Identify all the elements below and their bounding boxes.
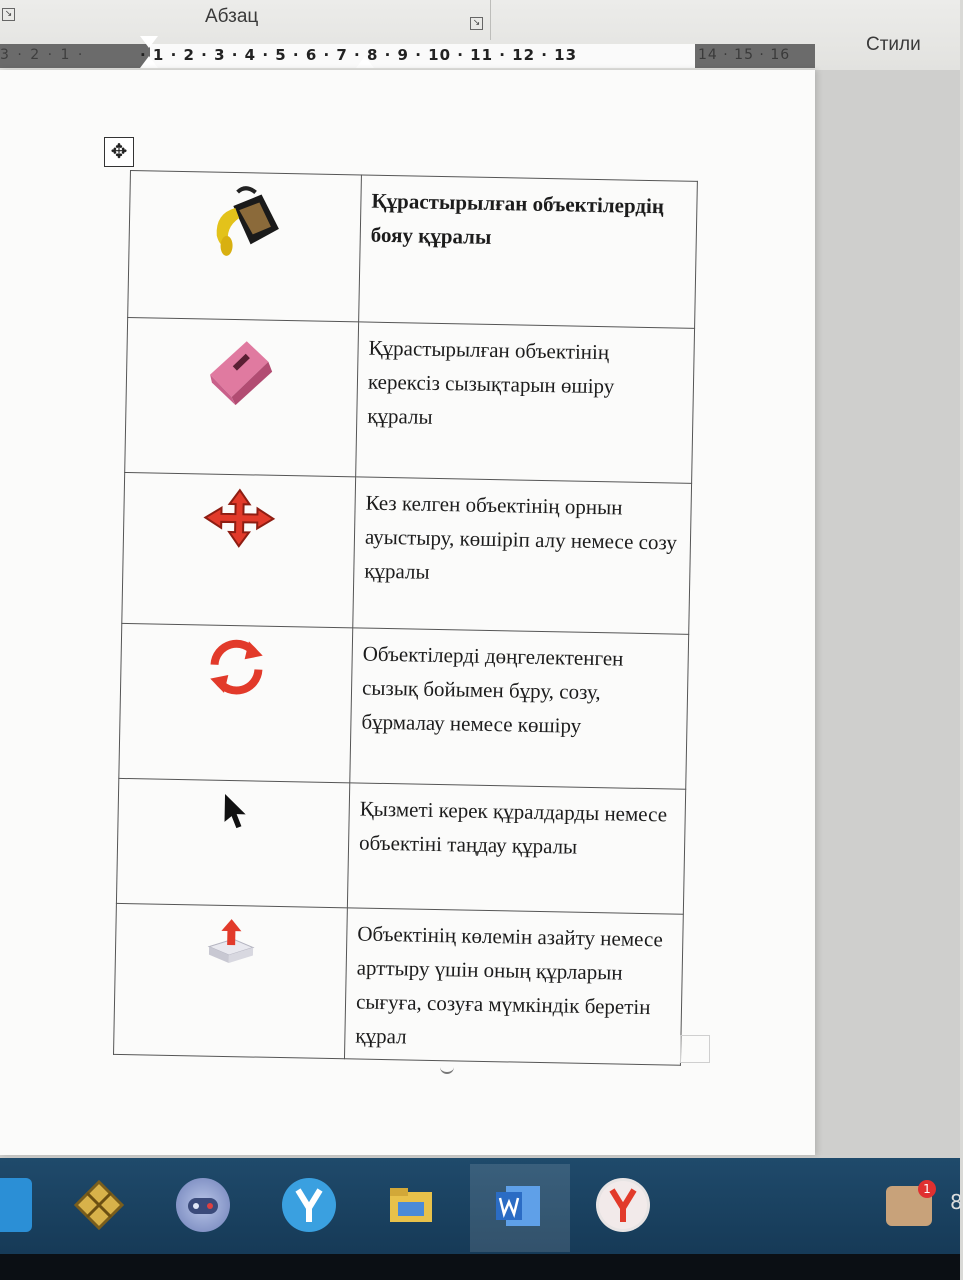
game-app-icon[interactable] <box>176 1178 230 1232</box>
yandex-app-icon[interactable] <box>596 1178 650 1232</box>
word-app-icon[interactable] <box>492 1178 546 1232</box>
description-cell[interactable]: Құрастырылған объектілердің бояу құралы <box>359 175 698 328</box>
tab-stop-marker[interactable] <box>356 56 374 68</box>
monitor-bezel <box>0 1254 960 1280</box>
table-row[interactable] <box>116 778 685 914</box>
description-cell[interactable]: Объектілерді дөңгелектенген сызық бойымен бұру, созу, бұрмалау немесе көшіру <box>350 628 689 789</box>
table-cell[interactable] <box>122 472 356 627</box>
table-resize-handle[interactable] <box>680 1035 710 1063</box>
table-row[interactable] <box>128 171 698 329</box>
tools-table[interactable] <box>113 170 698 1066</box>
ruler-right-marks: 14 · 15 · 16 <box>698 47 791 63</box>
yandex-browser-app-icon[interactable] <box>282 1178 336 1232</box>
ruler-marks: · 1 · 2 · 3 · 4 · 5 · 6 · 7 · 8 · 9 · 10 · 11 · 12 · 13 <box>140 46 578 64</box>
table-row[interactable] <box>119 623 689 789</box>
paragraph-launcher-icon[interactable]: ↘ <box>470 17 483 30</box>
file-explorer-app-icon[interactable] <box>384 1178 438 1232</box>
ruler-left-marks: 3 · 2 · 1 · <box>0 47 85 63</box>
table-row[interactable] <box>125 317 695 483</box>
rotate-icon <box>204 637 269 703</box>
first-line-indent-marker[interactable] <box>140 36 158 48</box>
styles-group-label[interactable]: Стили <box>866 34 921 55</box>
paint-bucket-icon <box>204 183 286 268</box>
dialog-launcher-icon[interactable]: ↘ <box>2 8 15 21</box>
table-move-handle-icon[interactable]: ✥ <box>104 137 134 167</box>
table-cell[interactable] <box>119 623 353 782</box>
paragraph-group-label: Абзац <box>205 6 259 27</box>
table-cell[interactable] <box>128 171 362 322</box>
description-cell[interactable]: Қызметі керек құралдарды немесе объектіні таңдау құралы <box>347 783 685 914</box>
table-cell[interactable] <box>116 778 349 907</box>
ribbon-separator <box>490 0 491 40</box>
cursor-arrow-icon <box>218 792 249 838</box>
table-row[interactable] <box>114 903 684 1065</box>
push-pull-icon <box>201 917 262 971</box>
table-row[interactable] <box>122 472 692 634</box>
eraser-icon <box>201 330 283 413</box>
table-cell[interactable] <box>125 317 359 476</box>
description-cell[interactable]: Объектінің көлемін азайту немесе арттыру үшін оның құрларын сығуға, созуға мүмкіндік беретін құрал <box>344 908 683 1065</box>
description-cell[interactable]: Кез келген объектінің орнын ауыстыру, көшіріп алу немесе созу құралы <box>353 477 692 634</box>
table-cell[interactable] <box>114 903 348 1058</box>
folder-app-icon[interactable] <box>0 1178 32 1232</box>
left-indent-marker[interactable] <box>140 56 158 68</box>
description-cell[interactable]: Құрастырылған объектінің керексіз сызықтарын өшіру құралы <box>356 322 695 483</box>
clock-fragment: 8 <box>950 1190 963 1214</box>
move-arrows-icon <box>199 485 280 556</box>
network-app-icon[interactable] <box>72 1178 126 1232</box>
notification-badge: 1 <box>918 1180 936 1198</box>
horizontal-ruler[interactable] <box>0 44 815 68</box>
